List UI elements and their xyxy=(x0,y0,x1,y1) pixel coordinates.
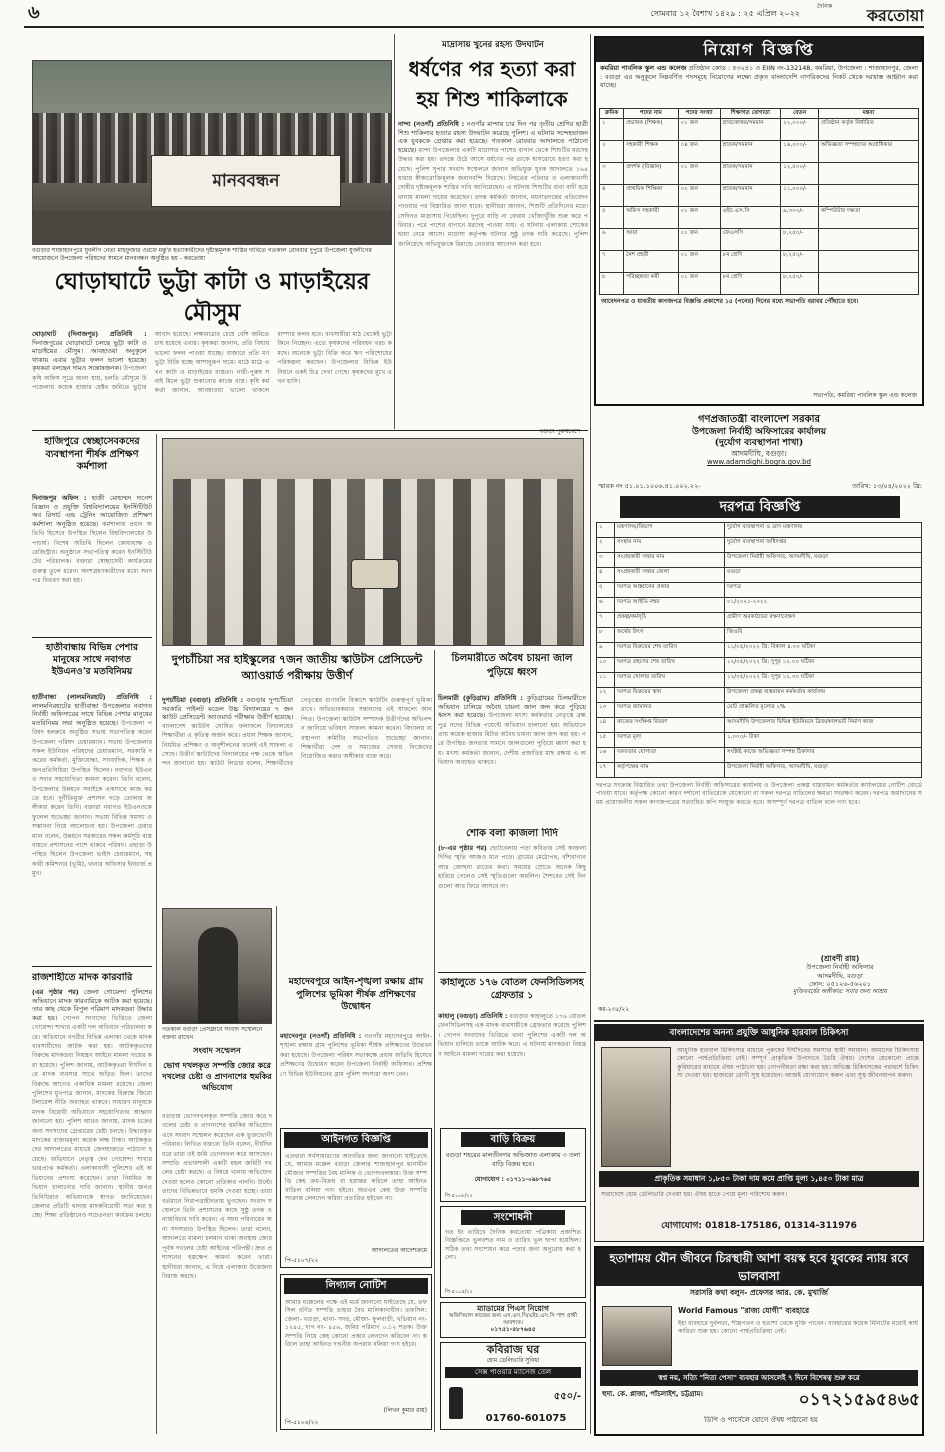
govt-line2: উপজেলা নির্বাহী অফিসারের কার্যালয় xyxy=(691,426,827,437)
tender-cell: ১২/০৫/২০২২ খ্রি: দুপুর ১২.৩০ ঘটিকা xyxy=(725,673,922,688)
table-row xyxy=(600,119,919,141)
chilmari-body: চিলমারী (কুড়িগ্রাম) প্রতিনিধি : কুড়িগ্রামের চিলমারীতে অভিযান চালিয়ে অবৈধ চায়না জাল জব্দ করে পুড়িয়ে ধ্বংস করা হয়েছে। উপজেলা মৎস্য কর্মকর্তার নেতৃত্বে ব্রহ্মপুত্র নদের বিভিন্ন পয়েন্টে অভিযান চালানো হয়। অভিযানে প্রায় কয়েক হাজার মিটার অবৈধ চায়না জাল জব্দ করা হয়। পরে উপস্থিত জনতার সামনে জালগুলো পুড়িয়ে ধ্বংস করা হয়। মৎস্য কর্মকর্তা জানান, দেশীয় প্রজাতির মাছ রক্ষায় এ অভিযান অব্যাহত থাকবে। xyxy=(438,694,586,767)
table-row xyxy=(597,763,922,778)
scouts-award xyxy=(351,559,399,589)
recruit-cell: স্নাতক/সমমান xyxy=(720,163,780,185)
recruit-cell: ৭ xyxy=(600,251,624,273)
recruit-cell: ১ xyxy=(600,119,624,141)
recruit-cell: ২২,০০০/- xyxy=(781,119,819,141)
kahalu-headline: কাহালুতে ১৭৬ বোতল ফেনসিডিলসহ গ্রেফতার ১ xyxy=(440,977,584,1001)
recruit-cell: ৯,৩০০/- xyxy=(781,207,819,229)
recruit-cell: ১২,৫০০/- xyxy=(781,163,819,185)
tender-table xyxy=(596,522,922,778)
scouts-body-text: বগুড়ার দুপচাঁচিয়া সরকারি পাইলট মডেল উচ্চ বিদ্যালয়ের ৭ জন স্কাউট প্রেসিডেন্ট অ্যাওয়ার্ড পরীক্ষায় উত্তীর্ণ হয়েছে। xyxy=(162,696,293,722)
table-row xyxy=(600,163,919,185)
correction-title: সংশোধনী xyxy=(461,1210,565,1225)
hajipur-body: দিনাজপুর অফিস : হাজী মোহাম্মদ দানেশ বিজ্ঞান ও প্রযুক্তি বিশ্ববিদ্যালয়ের ইনস্টিটিউট অব রিসার্চ এন্ড ট্রেনিং আয়োজিত প্রশিক্ষণ কর্মশালা অনুষ্ঠিত হয়েছে। কর্মশালায় প্রধান অতিথি হিসেবে উপস্থিত ছিলেন বিশ্ববিদ্যালয়ের উপাচার্য। বিশেষ অতিথি ছিলেন কোষাধ্যক্ষ ও রেজিস্ট্রার। অনুষ্ঠানে সভাপতিত্ব করেন ইনস্টিটিউটের পরিচালক। বক্তারা স্বেচ্ছাসেবী কার্যক্রমের গুরুত্ব তুলে ধরেন। অংশগ্রহণকারীদের মধ্যে সনদপত্র বিতরণ করা হয়। xyxy=(32,494,152,585)
tender-cell: ৯ xyxy=(597,643,615,658)
scouts-photo-caption: বগুড়া পুরুষবেশে xyxy=(539,428,580,435)
legal-notice-2-body: আমার মক্কেলের পক্ষে এই মর্মে জানানো যাইতেছে যে, তফসিল বর্ণিত সম্পত্তি তাহার বৈধ মালিকানাধীন। তফসিল: জেলা- বগুড়া, থানা- সদর, মৌজা- ফুলবাড়ী, খতিয়ান নং- ১২৪৫, দাগ নং- ৪৫৬, জমির পরিমাণ ০.১২ শতক। উক্ত সম্পত্তি নিয়ে কেহ কোনো প্রকার লেনদেন করিবেন না। করিলে তাহা আইনত দণ্ডনীয় অপরাধ বলিয়া গণ্য হইবে। xyxy=(285,1299,427,1349)
shok-headline: শোক বলা কাজলা দিদি xyxy=(466,828,558,839)
tender-code: কর-২৩৫/২২ xyxy=(598,1006,630,1013)
table-row xyxy=(600,141,919,163)
tender-cell: কর্তৃপক্ষের নাম xyxy=(615,763,725,778)
herbal-product-photo xyxy=(601,1047,671,1167)
scouts-photo xyxy=(162,438,584,646)
table-row xyxy=(600,251,919,273)
tender-cell: কাজের সংক্ষিপ্ত বিবরণ xyxy=(615,718,725,733)
youth-ad-photo xyxy=(602,1306,672,1366)
recruit-header-cell: বেতন xyxy=(781,109,819,119)
recruit-header-cell: মন্তব্য xyxy=(819,109,919,119)
correction-code: পি-৫১০৫/২২ xyxy=(445,1289,473,1295)
recruit-cell: ৬ xyxy=(600,229,624,251)
tender-cell: ১৬ xyxy=(597,748,615,763)
herbal-ad-note: সারাদেশে হোম ডেলিভারি দেওয়া হয়। ঔষধ হাতে পেয়ে মূল্য পরিশোধ করুন। xyxy=(601,1191,788,1198)
kobiraj-ad xyxy=(440,1342,586,1430)
youth-ad-sub: সরাসরি কথা বলুন- প্রফেসর আর. কে. মুখার্জি xyxy=(690,1288,828,1297)
hatibandha-body: হাতীবান্ধা (লালমনিরহাট) প্রতিনিধি : লালমনিরহাটের হাতীবান্ধা উপজেলার নবাগত নির্বাহী অফিসারের সাথে বিভিন্ন পেশার মানুষের মতবিনিময় সভা অনুষ্ঠিত হয়েছে। উপজেলা পরিষদ হলরুমে অনুষ্ঠিত সভায় সভাপতিত্ব করেন উপজেলা পরিষদ চেয়ারম্যান। সভায় উপজেলার সকল ইউনিয়ন পরিষদের চেয়ারম্যান, সরকারি দপ্তরের কর্মকর্তা, মুক্তিযোদ্ধা, সাংবাদিক, শিক্ষক ও জনপ্রতিনিধিরা উপস্থিত ছিলেন। নবাগত ইউএনও সবার সহযোগিতা কামনা করেন। তিনি বলেন, উপজেলার উন্নয়নে সবাইকে একসাথে কাজ করতে হবে। দুর্নীতিমুক্ত প্রশাসন গড়ে তোলার অঙ্গীকার করেন তিনি। বক্তারা নবাগত ইউএনওকে ফুলেল শুভেচ্ছা জানান। সভায় বিভিন্ন সমস্যা ও সম্ভাবনা নিয়ে আলোচনা হয়। উপজেলা চেয়ারম্যান বলেন, উন্নয়নে সরকারের সকল কর্মসূচি বাস্তবায়নে প্রশাসনের পাশে থাকবে পরিষদ। এছাড়া উপস্থিত ছিলেন উপজেলা ভাইস চেয়ারম্যান, সহকারী কমিশনার (ভূমি), থানার অফিসার ইনচার্জ প্রমুখ। xyxy=(32,693,152,878)
recruit-footer: আবেদনপত্র ও যাবতীয় কাগজপত্র বিজ্ঞপ্তি প্রকাশের ১৫ (পনের) দিনের মধ্যে সভাপতি বরাবর পৌঁছাতে হবে। xyxy=(601,298,859,305)
recruit-cell: ০২ জন xyxy=(678,185,720,207)
tender-cell: প্রকল্প/কর্মসূচি xyxy=(615,613,725,628)
govt-website[interactable]: www.adamdighi.bogra.gov.bd xyxy=(706,458,812,467)
table-row xyxy=(597,613,922,628)
recruit-cell: নৈশ প্রহরী xyxy=(624,251,679,273)
recruit-sign: সভাপতি, কমরিয়া পাবলিক স্কুল এন্ড কলেজ xyxy=(813,392,917,399)
tender-cell: ২ xyxy=(597,538,615,553)
youth-ad-address: হুদা. কে. প্লাজা, পাঁচলাইশ, চট্টগ্রাম। xyxy=(602,1390,703,1398)
legal-notice-1-sign: আদালতের আদেশক্রমে xyxy=(371,1247,427,1254)
table-row xyxy=(597,553,922,568)
shok-dateline: (৮-এর পৃষ্ঠার পর) xyxy=(438,844,487,852)
table-row xyxy=(597,658,922,673)
recruit-cell xyxy=(819,163,919,185)
tender-sign-name: (শ্রাবণী রায়) xyxy=(820,954,860,963)
recruit-cell xyxy=(819,185,919,207)
kahalu-body: কাহালু (বগুড়া) প্রতিনিধি : বগুড়ার কাহালুতে ১৭৬ বোতল ফেনসিডিলসহ এক মাদক ব্যবসায়ীকে গ্রেফতার করেছে পুলিশ। গোপন সংবাদের ভিত্তিতে থানা পুলিশের একটি দল অভিযান চালিয়ে তাকে আটক করে। এ ঘটনায় মাদকদ্রব্য নিয়ন্ত্রণ আইনে মামলা দায়ের করা হয়েছে। xyxy=(438,1012,586,1058)
table-row xyxy=(597,703,922,718)
legal-notice-2-code: পি-৫১০৬/২২ xyxy=(285,1419,319,1426)
tender-sign-title: উপজেলা নির্বাহী অফিসার xyxy=(806,963,874,972)
recruit-cell: ২ xyxy=(600,141,624,163)
murder-kicker: মাদ্রাসায় খুনের রহস্য উদঘাটন xyxy=(442,40,544,50)
tender-cell: উপজেলা নির্বাহী অফিসার, আদমদীঘি, বগুড়া xyxy=(725,763,922,778)
protest-banner-text: মানববন্ধন xyxy=(212,171,280,191)
hajipur-headline: হাজিপুরে স্বেচ্ছাসেবকদের ব্যবস্থাপনা শীর্ষক প্রশিক্ষণ কর্মশালা xyxy=(44,436,140,472)
rajshahi-body: (এর পৃষ্ঠার পর) জেলা গোয়েন্দা পুলিশের অভিযানে মাদক কারবারিকে আটক করা হয়েছে। তার কাছ থেকে বিপুল পরিমাণ মাদকদ্রব্য উদ্ধার করা হয়। গোপন সংবাদের ভিত্তিতে জেলা গোয়েন্দা শাখার একটি দল অভিযান পরিচালনা করে। অভিযানে নগরীর বিভিন্ন এলাকা থেকে মাদক ব্যবসায়ীদের আটক করা হয়। আটককৃতদের বিরুদ্ধে মাদকদ্রব্য নিয়ন্ত্রণ আইনে মামলা দায়ের করা হয়েছে। পুলিশ জানায়, আটককৃতরা দীর্ঘদিন ধরে মাদক ব্যবসার সাথে জড়িত ছিল। তাদের বিরুদ্ধে আগেও একাধিক মামলা রয়েছে। জেলা পুলিশের মুখপাত্র জানান, মাদকের বিরুদ্ধে জিরো টলারেন্স নীতি অব্যাহত থাকবে। সাধারণ মানুষকে মাদক বিরোধী অভিযানে সহযোগিতার আহ্বান জানানো হয়। পুলিশ আরও জানায়, মাদক চক্রের অন্য সদস্যদের গ্রেপ্তারের চেষ্টা চলছে। উদ্ধারকৃত মাদকের বাজারমূল্য কয়েক লক্ষ টাকা। আটককৃতদের আদালতের মাধ্যমে জেলহাজতে পাঠানো হয়েছে। অভিযানে নেতৃত্ব দেন গোয়েন্দা শাখার ভারপ্রাপ্ত কর্মকর্তা। এলাকাবাসী পুলিশের এই অভিযানের প্রশংসা করেছেন। তারা নিয়মিত অভিযান চালানোর দাবি জানান। স্থানীয় জনপ্রতিনিধিরাও অভিযানকে স্বাগত জানিয়েছেন। জেলার প্রতিটি থানায় মাদকবিরোধী সভা করা হচ্ছে। শিক্ষা প্রতিষ্ঠানেও সচেতনতা কার্যক্রম চলছে। xyxy=(32,988,152,1220)
madam-ps-ad xyxy=(440,1302,586,1338)
recruit-cell: কম্পিউটার দক্ষতা xyxy=(819,207,919,229)
tender-cell: ১৭ xyxy=(597,763,615,778)
human-chain-photo xyxy=(32,60,392,245)
tender-cell: দরপত্র বিক্রয়ের শেষ তারিখ xyxy=(615,643,725,658)
youth-ad-line: স্বপ্ন নয়, সত্যি "নিত্য পেসা" ব্যবহার আসলেই ৭ দিনে বিশেষত্ব শুরু করে xyxy=(600,1370,918,1386)
hatibandha-body-text: লালমনিরহাটের হাতীবান্ধা উপজেলার নবাগত নির্বাহী অফিসারের সাথে বিভিন্ন পেশার মানুষের মতবিনিময় সভা অনুষ্ঠিত হয়েছে। xyxy=(32,701,152,727)
tender-sign-place: আদমদীঘি, বগুড়া xyxy=(817,971,863,980)
tender-sign-phone: ফোন: ০৫১২৬-৫৬২০১ xyxy=(809,979,871,988)
legal-notice-2 xyxy=(280,1274,432,1430)
tender-cell: ৩ xyxy=(597,553,615,568)
table-row xyxy=(597,643,922,658)
kobiraj-subtitle: হোম ডেলিভারি সুবিধা xyxy=(486,1356,540,1364)
legal-notice-1-title: আইনগত বিজ্ঞপ্তি xyxy=(284,1132,428,1148)
herbal-ad xyxy=(594,1024,924,1242)
tender-cell: বগুড়া xyxy=(725,568,922,583)
masthead-date: সোমবার ১২ বৈশাখ ১৪২৯ : ২৫ এপ্রিল ২০২২ xyxy=(650,9,800,18)
press-photo-caption: গতকাল বগুড়া প্রেসক্লাবে সংবাদ সম্মেলনে বক্তব্য রাখেন xyxy=(162,1026,263,1041)
govt-line3: (দুর্যোগ ব্যবস্থাপনা শাখা) xyxy=(714,437,804,448)
tender-cell: ৪ xyxy=(597,568,615,583)
tender-cell: সংগ্রহকারী সত্তার নাম xyxy=(615,553,725,568)
tender-cell: অর্থের উৎস xyxy=(615,628,725,643)
govt-memo: স্মারক নং ৫১.০১.১০০৬.৪১.০০২.২২- xyxy=(598,482,701,490)
hatibandha-headline: হাতীবান্ধায় বিভিন্ন পেশার মানুষের সাথে নবাগত ইউএনও'র মতবিনিময় xyxy=(45,642,139,677)
table-row xyxy=(600,185,919,207)
tender-cell: গ্রামীণ অবকাঠামো রক্ষণাবেক্ষণ xyxy=(725,613,922,628)
house-sale-ad xyxy=(440,1128,586,1202)
tender-cell: সংগ্রহকারী সত্তার জেলা xyxy=(615,568,725,583)
recruit-cell: ৫ xyxy=(600,207,624,229)
govt-line1: গণপ্রজাতন্ত্রী বাংলাদেশ সরকার xyxy=(698,414,820,425)
recruit-cell: আয়া xyxy=(624,229,679,251)
scouts-dateline: দুপচাঁচিয়া (বগুড়া) প্রতিনিধি : xyxy=(162,696,244,704)
correction-body: গত ইং তারিখে দৈনিক করতোয়া পত্রিকায় প্রকাশিত বিজ্ঞপ্তিতে ভুলবশত নাম ও তারিখ ভুল ছাপা হয়েছিল। সঠিক তথ্য সংশোধন করে পড়ার জন্য অনুরোধ করা হলো। xyxy=(445,1229,581,1262)
recruit-cell: অভিজ্ঞতা সম্পন্নদের অগ্রাধিকার xyxy=(819,141,919,163)
recruit-notice xyxy=(594,36,924,406)
legal-notice-2-sign: (লিখন কুমার রায়) xyxy=(383,1407,427,1414)
mohadevpur-headline: মহাদেবপুরে আইন-শৃঙ্খলা রক্ষায় গ্রাম পুলিশের ভূমিকা শীর্ষক প্রশিক্ষণের উদ্বোধন xyxy=(288,976,424,1012)
press-kicker: সংবাদ সম্মেলন xyxy=(193,1046,241,1055)
rajshahi-body-text: জেলা গোয়েন্দা পুলিশের অভিযানে মাদক কারবারিকে আটক করা হয়েছে। তার কাছ থেকে বিপুল পরিমাণ মাদকদ্রব্য উদ্ধার করা হয়। xyxy=(32,988,152,1022)
murder-dateline: নান্দ্য (নওগাঁ) প্রতিনিধি : xyxy=(398,120,465,128)
recruit-cell: এইচ.এস.সি xyxy=(720,207,780,229)
house-sale-title: বাড়ি বিক্রয় xyxy=(461,1132,565,1147)
harvest-body-text: দিনাজপুরের ঘোড়াঘাটে চলছে ভুট্টা কাটা ও মাড়াইয়ের মৌসুম। আবহাওয়া অনুকূলে থাকায় এবার ভুট্টার ফলন ভালো হয়েছে। কৃষকরা বলছেন দামও সন্তোষজনক। xyxy=(32,338,147,373)
youth-ad xyxy=(594,1246,924,1436)
tender-cell: ৮ xyxy=(597,628,615,643)
kobiraj-price: ৫৫০/- xyxy=(553,1391,581,1402)
table-row xyxy=(597,538,922,553)
recruit-intro: প্রতিষ্ঠান কোড : ৫৩২৪১ ও EIIN নং-132148, কমরিয়া, উপজেলা : শাজাহানপুর, জেলা : বগুড়া এর অনুকূলে নিম্নবর্ণিত পদসমূহে নিয়োগের লক্ষ্যে প্রকৃত বাংলাদেশি নাগরিকদের নিকট থেকে দরখাস্ত আহ্বান করা যাচ্ছে। xyxy=(600,64,918,90)
tender-cell: ১,০০০/- টাকা xyxy=(725,733,922,748)
herbal-ad-top: বাংলাদেশের অনন্য প্রযুক্তি আধুনিক হারবাল চিকিৎসা xyxy=(595,1025,923,1041)
tender-cell: ৫ xyxy=(597,583,615,598)
legal-notice-1-code: পি-৫১০৭/২২ xyxy=(285,1257,319,1264)
house-sale-body: বগুড়া শহরের মালতীনগর অভিজাত এলাকায় ৩ তলা বাড়ি বিক্রয় হবে। xyxy=(445,1151,581,1168)
tender-signature xyxy=(760,954,920,1016)
recruit-org: কমরিয়া পাবলিক স্কুল এন্ড কলেজ xyxy=(600,64,687,72)
recruit-cell: অফিস সহকারী xyxy=(624,207,679,229)
table-row xyxy=(597,568,922,583)
table-row xyxy=(597,598,922,613)
recruit-cell xyxy=(819,229,919,251)
recruit-cell xyxy=(819,251,919,273)
recruit-header-cell: পদের নাম xyxy=(624,109,679,119)
hatibandha-dateline: হাতীবান্ধা (লালমনিরহাট) প্রতিনিধি : xyxy=(32,693,152,701)
recruit-cell: ০১ জন xyxy=(678,207,720,229)
madam-ps-phone: ০১৭৫১-৫৮৭৬৪৫ xyxy=(490,1326,536,1334)
tender-cell: দরপত্র গ্রহণের শেষ তারিখ xyxy=(615,658,725,673)
recruit-header-cell: ক্রমিক xyxy=(600,109,624,119)
human-chain-caption: বগুড়ার শাজাহানপুরে যুবলীগ নেতা মাহফুজার ওরফে মন্তু'র হত্যাকারীদের দৃষ্টান্তমূলক শাস্তির দাবিতে গতকাল রোববার দুপুরে উপজেলা যুবলীগের আয়োজনে উপজেলা পরিষদের সামনে মানববন্ধন অনুষ্ঠিত হয় - করতোয়া xyxy=(32,247,372,262)
tender-cell: ১২ xyxy=(597,688,615,703)
tender-cell: সংস্থার নাম xyxy=(615,538,725,553)
press-body: বগুড়ায় ভোগদখলকৃত সম্পত্তি জোর করে দখলের চেষ্টা ও প্রাণনাশের হুমকির অভিযোগ এনে সংবাদ সম্মেলন করেছেন এক ভুক্তভোগী পরিবার। লিখিত বক্তব্যে তিনি বলেন, দীর্ঘদিন ধরে তারা ওই জমি ভোগদখল করে আসছেন। সম্প্রতি প্রভাবশালী একটি মহল জমিটি দখলের চেষ্টা করছে। এ বিষয়ে থানায় অভিযোগ দেওয়া হলেও কোনো প্রতিকার পাননি। উল্টো তাদের বিভিন্নভাবে হুমকি দেওয়া হচ্ছে। তারা বর্তমানে নিরাপত্তাহীনতায় ভুগছেন। সংবাদ সম্মেলনে তিনি প্রশাসনের কাছে সুষ্ঠু তদন্ত ও ন্যায়বিচার দাবি করেন। এ সময় পরিবারের অন্য সদস্যরাও উপস্থিত ছিলেন। তারা বলেন, আদালতে মামলা চলমান থাকা অবস্থায় জোরপূর্বক দখলের চেষ্টা আইনের পরিপন্থী। দ্রুত প্রশাসনের হস্তক্ষেপ কামনা করেন তারা। স্থানীয়রা জানান, এ নিয়ে এলাকায় উত্তেজনা বিরাজ করছে। xyxy=(162,1113,272,1280)
recruit-cell: ৩ xyxy=(600,163,624,185)
recruit-cell: ১৬,০০০/- xyxy=(781,141,819,163)
tender-cell: দরপত্র আইডি নম্বর xyxy=(615,598,725,613)
tender-cell: আদমদীঘি উপজেলার বিভিন্ন ইউনিয়নে ব্রিজ/কালভার্ট নির্মাণ কাজ xyxy=(725,718,922,733)
recruit-cell: ৮,২৫০/- xyxy=(781,229,819,251)
legal-notice-1 xyxy=(280,1128,432,1268)
recruit-cell: জেএসসি xyxy=(720,229,780,251)
harvest-body: ঘোড়াঘাট (দিনাজপুর) প্রতিনিধি : দিনাজপুরের ঘোড়াঘাটে চলছে ভুট্টা কাটা ও মাড়াইয়ের মৌসুম। আবহাওয়া অনুকূলে থাকায় এবার ভুট্টার ফলন ভালো হয়েছে। কৃষকরা বলছেন দামও সন্তোষজনক। উপজেলা কৃষি অফিস সূত্রে জানা যায়, চলতি মৌসুমে উপজেলায় কয়েক হাজার হেক্টর জমিতে ভুট্টার আবাদ হয়েছে। লক্ষ্যমাত্রার চেয়ে বেশি জমিতে চাষ হয়েছে এবার। কৃষকরা জানান, প্রতি বিঘায় ভালো ফলন পাওয়া যাচ্ছে। বাজারে প্রতি মণ ভুট্টা বিক্রি হচ্ছে আশানুরূপ দামে। মাঠে মাঠে এখন কাটা ও মাড়াইয়ের ব্যস্ততা। নারী-পুরুষ সবাই মিলে ভুট্টা শুকানোর কাজে ব্যস্ত। কৃষি কর্মকর্তা জানান, আবহাওয়া ভালো থাকলে বাম্পার ফলন হবে। ব্যবসায়ীরা মাঠ থেকেই ভুট্টা কিনে নিচ্ছেন। এতে কৃষকদের পরিবহন খরচ কমছে। অনেকে ভুট্টা বিক্রি করে ঋণ পরিশোধের পরিকল্পনা করছেন। উপজেলার বিভিন্ন ইউনিয়নে একই চিত্র দেখা গেছে। কৃষকদের মুখে এখন হাসি। xyxy=(32,330,392,395)
house-sale-contact: যোগাযোগ : ০১৭১১-০৯৮৭৬৫ xyxy=(474,1176,552,1183)
table-row xyxy=(600,207,919,229)
tender-cell: দরপত্র মূল্য xyxy=(615,733,725,748)
rajshahi-headline: রাজশাহীতে মাদক কারবারি xyxy=(32,972,133,983)
tender-cell: ১১/০৫/২০২২ খ্রি: বিকাল ৪.০০ ঘটিকা xyxy=(725,643,922,658)
recruit-cell: প্রাথমিক শিক্ষিকা xyxy=(624,185,679,207)
govt-line4: আদমদীঘি, বগুড়া। xyxy=(731,449,787,458)
tender-cell: সংশ্লিষ্ট কাজে অভিজ্ঞতা সম্পন্ন ঠিকাদার xyxy=(725,748,922,763)
recruit-cell: ০১ জন xyxy=(678,273,720,295)
tender-cell: দরপত্র xyxy=(725,583,922,598)
herbal-ad-body: আধুনিক হারবাল চিকিৎসার মাধ্যমে পুরুষের দীর্ঘদিনের সমস্যার স্থায়ী সমাধান। আমাদের চিকিৎসায় কোনো পার্শ্বপ্রতিক্রিয়া নেই। সম্পূর্ণ প্রাকৃতিক উপাদানে তৈরি ঔষধ। দেশের যেকোনো প্রান্তে কুরিয়ারের মাধ্যমে ঔষধ পাঠানো হয়। গোপনীয়তা রক্ষা করা হয়। অভিজ্ঞ চিকিৎসকের পরামর্শে চিকিৎসা দেওয়া হয়। হাজারো রোগী সুস্থ হয়েছেন। আজই যোগাযোগ করুন এবং সুস্থ জীবনযাপন করুন। xyxy=(677,1047,919,1080)
hajipur-dateline: দিনাজপুর অফিস : xyxy=(32,494,87,502)
murder-body: নান্দ্য (নওগাঁ) প্রতিনিধি : নওগাঁর মান্দায় চার দিন পর তৃতীয় শ্রেণির ছাত্রী শিশু শাকিলার হত্যার রহস্য উদঘাটন করেছে পুলিশ। এ ঘটনায় সন্দেহভাজন এক যুবককে গ্রেপ্তার করা হয়েছে। গতকাল রোববার আদালতে পাঠানো হয়েছে। মান্দা উপজেলার একটি মাদ্রাসার পাশের বাগান থেকে শিশুটির মরদেহ উদ্ধার করা হয়। তদন্তে উঠে আসে ধর্ষণের পর তাকে শ্বাসরোধে হত্যা করা হয়েছে। পুলিশ সুপার সংবাদ সম্মেলনে জানান অভিযুক্ত যুবক আদালতে ১৬৪ ধারায় স্বীকারোক্তিমূলক জবানবন্দি দিয়েছে। নিহতের পরিবার ও এলাকাবাসী দোষীর দৃষ্টান্তমূলক শাস্তির দাবি জানিয়েছেন। এ ঘটনায় শিশুটির বাবা বাদী হয়ে থানায় মামলা দায়ের করেছেন। তদন্ত কর্মকর্তা জানান, ময়নাতদন্তের প্রতিবেদন পাওয়ার পর বিস্তারিত জানা যাবে। স্থানীয়রা জানান, শিশুটি প্রতিদিনের মতো সেদিনও মাদ্রাসায় গিয়েছিল। দুপুরে বাড়ি না ফেরায় খোঁজাখুঁজি শুরু করে পরিবার। পরে পাশের বাগানে মরদেহ পাওয়া যায়। এ ঘটনায় এলাকায় শোকের ছায়া নেমে আসে। মাদ্রাসা কর্তৃপক্ষ ঘটনার সুষ্ঠু তদন্ত দাবি করেছে। পুলিশ জানিয়েছে অভিযুক্তকে রিমান্ডে নেওয়ার আবেদন করা হবে। xyxy=(398,120,588,248)
herbal-price-line: প্রাকৃতিক সমাধান ১,৮৫০ টাকা দাম কমে প্রাপ্তি মূল্য ১,৪৫০ টাকা মাত্র xyxy=(599,1171,919,1187)
table-row xyxy=(597,628,922,643)
recruit-table xyxy=(599,108,919,295)
recruit-cell: ০১ জন xyxy=(678,119,720,141)
recruit-cell: ৮,২৫০/- xyxy=(781,251,819,273)
protest-banner xyxy=(151,155,341,207)
tender-cell: দরপত্র বিক্রয়ের স্থান xyxy=(615,688,725,703)
herbal-contact: যোগাযোগ: 01818-175186, 01314-311976 xyxy=(661,1221,857,1231)
tender-cell: ১৩ xyxy=(597,703,615,718)
tender-cell: জিওবি xyxy=(725,628,922,643)
murder-body-text: নওগাঁর মান্দায় চার দিন পর তৃতীয় শ্রেণির ছাত্রী শিশু শাকিলার হত্যার রহস্য উদঘাটন করেছে পুলিশ। এ ঘটনায় সন্দেহভাজন এক যুবককে গ্রেপ্তার করা হয়েছে। গতকাল রোববার আদালতে পাঠানো হয়েছে। xyxy=(398,120,588,154)
recruit-header-cell: শিক্ষাগত যোগ্যতা xyxy=(720,109,780,119)
tender-cell: উপজেলা নির্বাহী অফিসার, আদমদীঘি, বগুড়া xyxy=(725,553,922,568)
recruit-cell: ০১ জন xyxy=(678,229,720,251)
rajshahi-dateline: (এর পৃষ্ঠার পর) xyxy=(32,988,79,996)
tender-cell: দুর্যোগ ব্যবস্থাপনা ও ত্রাণ মন্ত্রণালয় xyxy=(725,523,922,538)
table-row xyxy=(597,718,922,733)
page-number: ৬ xyxy=(28,2,40,23)
recruit-cell: ০১ জন xyxy=(678,163,720,185)
recruit-cell: পরিচ্ছন্নতা কর্মী xyxy=(624,273,679,295)
govt-date: তারিখ: ১৩/০৪/২০২২ খ্রি: xyxy=(852,482,922,490)
scouts-headline: দুপচাঁচিয়া সর হাইস্কুলের ৭জন জাতীয় স্কাউটস প্রেসিডেন্ট অ্যাওয়ার্ড পরীক্ষায় উত্তীর্ণ xyxy=(171,653,423,682)
kahalu-dateline: কাহালু (বগুড়া) প্রতিনিধি : xyxy=(438,1012,508,1020)
recruit-cell: প্রতিষ্ঠান কর্তৃক নির্ধারিত xyxy=(819,119,919,141)
murder-headline: ধর্ষণের পর হত্যা করা হয় শিশু শাকিলাকে xyxy=(408,57,576,111)
hajipur-body-text: হাজী মোহাম্মদ দানেশ বিজ্ঞান ও প্রযুক্তি বিশ্ববিদ্যালয়ের ইনস্টিটিউট অব রিসার্চ এন্ড ট্রেনিং আয়োজিত প্রশিক্ষণ কর্মশালা অনুষ্ঠিত হয়েছে। xyxy=(32,494,152,528)
youth-ad-headline: হতাশাময় যৌন জীবনে চিরস্থায়ী আশা বয়স্ক হবে যুবকের ন্যায় রবে ভালবাসা xyxy=(596,1248,922,1286)
table-row xyxy=(597,583,922,598)
tender-cell: দরপত্র জামানত xyxy=(615,703,725,718)
recruit-cell: ০৪ জন xyxy=(678,141,720,163)
recruit-cell: স্নাতকোত্তর/সমমান xyxy=(720,119,780,141)
house-sale-code: পি-৫১০৮/২২ xyxy=(445,1193,473,1199)
kobiraj-phone: 01760-601075 xyxy=(485,1413,567,1424)
recruit-cell: ৮,২৫০/- xyxy=(781,273,819,295)
youth-ad-note: ডিপি ও পার্সেলে যোগে ঔষধ পাঠানো হয় xyxy=(704,1416,818,1424)
tender-cell: ১১ xyxy=(597,673,615,688)
bottle-icon xyxy=(449,1387,463,1419)
harvest-dateline: ঘোড়াঘাট (দিনাজপুর) প্রতিনিধি : xyxy=(32,330,147,338)
press-photo xyxy=(162,908,272,1024)
recruit-cell: ৮ম শ্রেণি xyxy=(720,273,780,295)
tender-cell: ১ xyxy=(597,523,615,538)
kobiraj-title: কবিরাজ ঘর xyxy=(486,1343,540,1356)
legal-notice-1-body: এতদ্বারা সর্বসাধারণের অবগতির জন্য জানানো যাইতেছে যে, আমার মক্কেল বগুড়া জেলার শাজাহানপুর থানাধীন মৌজার সম্পত্তির বৈধ মালিক ও ভোগদখলকার। উক্ত সম্পত্তি কেহ ক্রয়-বিক্রয় বা হস্তান্তর করিলে তাহা আইনত বাতিল বলিয়া গণ্য হইবে। অতএব কেহ উক্ত সম্পত্তি সংক্রান্ত লেনদেন করিয়া প্রতারিত হইবেন না। xyxy=(285,1153,427,1203)
kobiraj-product: সেক্স পাওয়ার ম্যাসেজ তেল xyxy=(445,1367,581,1378)
ground xyxy=(33,211,392,245)
tender-cell: ১৪ xyxy=(597,718,615,733)
recruit-header-cell: পদের সংখ্যা xyxy=(678,109,720,119)
speaker-figure xyxy=(198,927,238,1024)
recruit-cell xyxy=(819,273,919,295)
scouts-body: দুপচাঁচিয়া (বগুড়া) প্রতিনিধি : বগুড়ার দুপচাঁচিয়া সরকারি পাইলট মডেল উচ্চ বিদ্যালয়ের ৭ জন স্কাউট প্রেসিডেন্ট অ্যাওয়ার্ড পরীক্ষায় উত্তীর্ণ হয়েছে। বাংলাদেশ স্কাউটস ঘোষিত ফলাফলে বিদ্যালয়ের শিক্ষার্থীরা এ কৃতিত্ব অর্জন করে। প্রধান শিক্ষক জানান, নিয়মিত প্রশিক্ষণ ও অনুশীলনের ফলেই এই সাফল্য এসেছে। উত্তীর্ণ স্কাউটদের বিদ্যালয়ের পক্ষ থেকে অভিনন্দন জানানো হয়। স্কাউট লিডার বলেন, শিক্ষার্থীদের নেতৃত্বের গুণাবলি বিকাশে স্কাউটিং গুরুত্বপূর্ণ ভূমিকা রাখে। অভিভাবকরাও সন্তানদের এই সাফল্যে আনন্দিত। উপজেলা স্কাউটস সম্পাদক উত্তীর্ণদের অভিনন্দন জানিয়ে ভবিষ্যৎ সাফল্য কামনা করেন। বিদ্যালয় ব্যবস্থাপনা কমিটির সভাপতিও শুভেচ্ছা জানান। শিক্ষার্থীরা দেশ ও সমাজের সেবায় নিজেদের নিয়োজিত করার অঙ্গীকার ব্যক্ত করে। xyxy=(162,696,432,768)
tender-cell: ৭ xyxy=(597,613,615,628)
tender-cell: ১০ xyxy=(597,658,615,673)
recruit-cell: ৮ xyxy=(600,273,624,295)
tender-cell: ১৫ xyxy=(597,733,615,748)
table-row xyxy=(597,748,922,763)
youth-ad-world: World Famous "রাজ্য যোগী" ব্যবহারে xyxy=(678,1306,810,1315)
tender-cell: দরদাতার যোগ্যতা xyxy=(615,748,725,763)
recruit-cell: স্নাতক/সমমান xyxy=(720,141,780,163)
tender-motto: মুজিববর্ষের অঙ্গীকার: সবার জন্য আশ্রয় xyxy=(793,987,887,995)
tender-cell: ১২/০৫/২০২২ খ্রি: দুপুর ১২.০০ ঘটিকা xyxy=(725,658,922,673)
recruit-cell: ৮ম শ্রেণি xyxy=(720,251,780,273)
paper-logo: করতোয়া xyxy=(866,6,924,25)
recruit-cell: প্রভাষক (শিক্ষক) xyxy=(624,119,679,141)
tender-title: দরপত্র বিজ্ঞপ্তি xyxy=(620,496,900,518)
govt-header xyxy=(594,414,924,476)
legal-notice-2-title: লিগ্যাল নোটিশ xyxy=(284,1278,428,1294)
chilmari-headline: চিলমারীতে অবৈধ চায়না জাল পুড়িয়ে ধ্বংস xyxy=(451,653,573,678)
press-headline: ভোগ দখলকৃত সম্পত্তি জোর করে দখলের চেষ্টা ও প্রাণনাশের হুমকির অভিযোগ xyxy=(162,1060,272,1092)
youth-ad-phone: ০১৭২১৫৯৫৪৬৫ xyxy=(798,1390,920,1410)
tender-cell: দরপত্র খোলার তারিখ xyxy=(615,673,725,688)
chilmari-dateline: চিলমারী (কুড়িগ্রাম) প্রতিনিধি : xyxy=(438,694,523,702)
shok-body: (৮-এর পৃষ্ঠার পর) ছোটবেলায় পড়া কবিতার সেই কাজলা দিদির স্মৃতি আজও মনে পড়ে। গ্রামের মেঠোপথ, বাঁশবাগান আর জোছনা রাতের কথা। সময়ের স্রোতে অনেক কিছু হারিয়ে গেলেও সেই স্মৃতিগুলো অমলিন। শৈশবের সেই দিনগুলো আর ফিরে আসবে না। xyxy=(438,844,586,890)
tender-cell: মন্ত্রণালয়/বিভাগ xyxy=(615,523,725,538)
tender-cell: দুর্যোগ ব্যবস্থাপনা অধিদপ্তর xyxy=(725,538,922,553)
tender-cell: দরপত্র আহ্বানের প্রকার xyxy=(615,583,725,598)
mohadevpur-dateline: মহাদেবপুর (নওগাঁ) প্রতিনিধি : xyxy=(280,1032,362,1040)
recruit-cell: প্রদর্শক (বিজ্ঞান) xyxy=(624,163,679,185)
table-row xyxy=(600,273,919,295)
table-row xyxy=(600,229,919,251)
tender-extra: দরপত্র সংক্রান্ত বিস্তারিত তথ্য উপজেলা নির্বাহী অফিসারের কার্যালয় ও উপজেলা প্রকল্প বাস্তবায়ন কর্মকর্তার কার্যালয়ের নোটিশ বোর্ডে পাওয়া যাবে। কর্তৃপক্ষ কোনো কারণ দর্শানো ব্যতিরেকে যেকোনো বা সকল দরপত্র বাতিলের ক্ষমতা সংরক্ষণ করেন। দরপত্র জমাদানের সময় প্রয়োজনীয় সকল কাগজপত্রের সত্যায়িত কপি সংযুক্ত করতে হবে। অসম্পূর্ণ দরপত্র বাতিল বলে গণ্য হবে। xyxy=(596,782,922,806)
mohadevpur-body: মহাদেবপুর (নওগাঁ) প্রতিনিধি : নওগাঁর মহাদেবপুরে আইন-শৃঙ্খলা রক্ষায় গ্রাম পুলিশের ভূমিকা শীর্ষক প্রশিক্ষণের উদ্বোধন করা হয়েছে। উপজেলা পরিষদ সভাকক্ষে প্রধান অতিথি হিসেবে প্রশিক্ষণের উদ্বোধন করেন উপজেলা নির্বাহী অফিসার। প্রশিক্ষণে বিভিন্ন ইউনিয়নের গ্রাম পুলিশ সদস্যরা অংশ নেন। xyxy=(280,1032,432,1078)
tender-cell: ০১/২০২১-২০২২ xyxy=(725,598,922,613)
harvest-headline: ঘোড়াঘাটে ভুট্টা কাটা ও মাড়াইয়ের মৌসুম xyxy=(54,268,370,326)
recruit-cell: স্নাতক/সমমান xyxy=(720,185,780,207)
table-row xyxy=(597,673,922,688)
recruit-cell: ০১ জন xyxy=(678,251,720,273)
tender-cell: মোট প্রাক্কলিত মূল্যের ২% xyxy=(725,703,922,718)
tender-cell: উপজেলা প্রকল্প বাস্তবায়ন কর্মকর্তার কার্যালয় xyxy=(725,688,922,703)
paper-label: দৈনিক xyxy=(817,3,833,10)
recruit-title: নিয়োগ বিজ্ঞপ্তি xyxy=(596,38,922,62)
tender-cell: ৬ xyxy=(597,598,615,613)
correction-ad xyxy=(440,1206,586,1298)
recruit-cell: সহকারী শিক্ষক xyxy=(624,141,679,163)
masthead xyxy=(0,0,945,26)
madam-ps-body: অফিসিয়াল কাজের জন্য এস.এস.সি/এইচ.এস.সি পাশ প্রার্থী আবশ্যক। xyxy=(448,1313,578,1326)
table-row xyxy=(597,523,922,538)
tender-table-wrap xyxy=(596,522,922,952)
youth-ad-body: ইহা ব্যবহারে দুর্বলতা, শীঘ্রপতন ও হতাশা থেকে মুক্তি পাবেন। ব্যবহারের কয়েক মিনিটের মধ্যেই কার্যকারিতা শুরু হয়। কোনো পার্শ্বপ্রতিক্রিয়া নেই। xyxy=(678,1320,918,1336)
madam-ps-title: ম্যাডামের পিএস নিয়োগ xyxy=(477,1304,549,1313)
recruit-cell: ৪ xyxy=(600,185,624,207)
recruit-cell: ১১,০০০/- xyxy=(781,185,819,207)
table-row xyxy=(597,688,922,703)
table-row xyxy=(597,733,922,748)
chilmari-body-text: কুড়িগ্রামের চিলমারীতে অভিযান চালিয়ে অবৈধ চায়না জাল জব্দ করে পুড়িয়ে ধ্বংস করা হয়েছে। xyxy=(438,694,586,720)
